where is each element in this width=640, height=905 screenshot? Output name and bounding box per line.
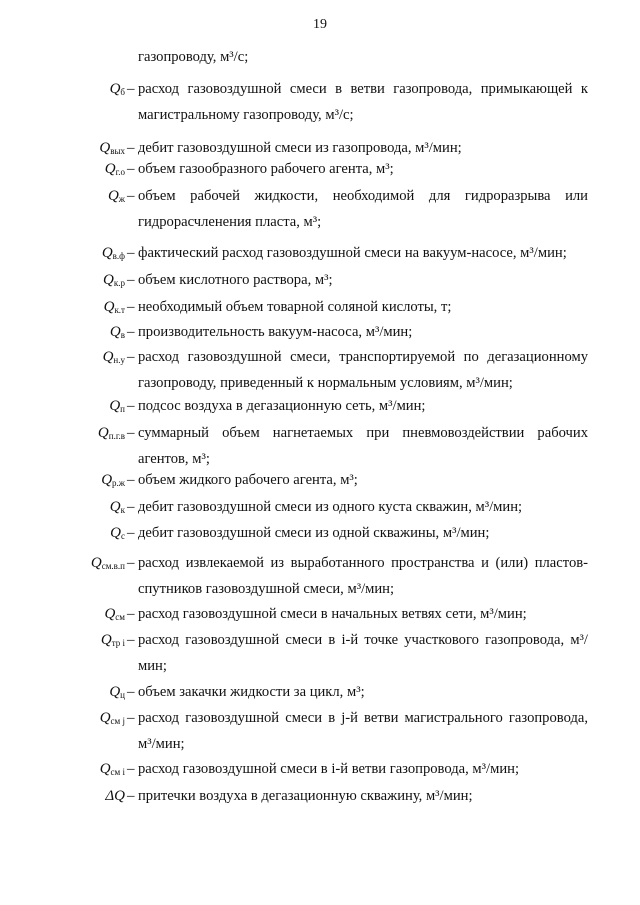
symbol-description: суммарный объем нагнетаемых при пневмовоздействии рабочих агентов, м³; <box>138 425 588 467</box>
symbol-description: дебит газовоздушной смеси из газопровода, м³/мин; <box>138 140 462 156</box>
symbol <box>109 679 125 708</box>
symbol-description: объем кислотного раствора, м³; <box>138 272 333 288</box>
symbol-description: объем рабочей жидкости, необходимой для гидроразрыва или гидрорасчленения пласта, м³; <box>138 188 588 230</box>
symbol-subscript: к.т <box>114 305 125 315</box>
symbol <box>100 756 125 785</box>
symbol-subscript: п.г.в <box>108 431 125 441</box>
dash-separator: – <box>127 425 135 441</box>
dash-separator: – <box>127 632 135 648</box>
symbol <box>104 601 125 630</box>
dash-separator: – <box>127 299 135 315</box>
symbol-description: расход извлекаемой из выработанного пространства и (или) пластов-спутников газовоздушной смеси, м³/мин; <box>138 555 588 597</box>
symbol <box>105 783 125 809</box>
symbol-description: расход газовоздушной смеси в ветви газопровода, примыкающей к магистральному газопроводу, м³/с; <box>138 81 588 123</box>
symbol-subscript: к.р <box>113 278 125 288</box>
symbol-subscript: к <box>120 505 125 515</box>
symbol-subscript: р.ж <box>112 478 125 488</box>
symbol-description: объем жидкого рабочего агента, м³; <box>138 472 358 488</box>
dash-separator: – <box>127 349 135 365</box>
symbol-subscript: в <box>120 330 125 340</box>
symbol-description: дебит газовоздушной смеси из одной скважины, м³/мин; <box>138 525 490 541</box>
symbol-subscript: н.у <box>113 355 125 365</box>
symbol-description: дебит газовоздушной смеси из одного куста скважин, м³/мин; <box>138 499 523 515</box>
dash-separator: – <box>127 761 135 777</box>
symbol-base: Q <box>99 140 111 156</box>
continuation-text: газопроводу, м³/с; <box>138 49 249 65</box>
dash-separator: – <box>127 472 135 488</box>
symbol-subscript: тр i <box>111 638 125 648</box>
symbol <box>101 627 125 656</box>
symbol <box>105 156 125 185</box>
dash-separator: – <box>127 710 135 726</box>
symbol-description: расход газовоздушной смеси, транспортируемой по дегазационному газопроводу, приведенный к нормальным условиям, м³/мин; <box>138 349 588 391</box>
symbol-base: Q <box>104 606 116 622</box>
symbol-description: расход газовоздушной смеси в j-й ветви магистрального газопровода, м³/мин; <box>138 710 588 752</box>
symbol-subscript: в.ф <box>112 251 125 261</box>
symbol-base: Q <box>107 188 119 204</box>
symbol-description: притечки воздуха в дегазационную скважину, м³/мин; <box>138 788 473 804</box>
dash-separator: – <box>127 188 135 204</box>
symbol-base: Q <box>100 632 112 648</box>
symbol <box>101 467 125 496</box>
dash-separator: – <box>127 499 135 515</box>
symbol <box>102 240 125 269</box>
symbol-base: Q <box>103 272 114 288</box>
symbol-base: Q <box>109 684 121 700</box>
symbol-base: Q <box>101 472 113 488</box>
dash-separator: – <box>127 398 135 414</box>
dash-separator: – <box>127 245 135 261</box>
symbol-base: Q <box>103 299 115 315</box>
symbol-base: Q <box>109 398 121 414</box>
symbol-description: объем газообразного рабочего агента, м³; <box>138 161 394 177</box>
symbol-subscript: с <box>121 531 125 541</box>
symbol-base: Q <box>99 761 111 777</box>
symbol <box>103 344 125 373</box>
symbol-subscript: см <box>115 612 125 622</box>
symbol <box>108 183 125 212</box>
dash-separator: – <box>127 161 135 177</box>
symbol-subscript: см i <box>110 767 125 777</box>
symbol-subscript: г.о <box>115 167 125 177</box>
symbol-base: Q <box>109 81 121 97</box>
symbol-base: Q <box>109 324 121 340</box>
symbol <box>100 705 125 734</box>
symbol-description: необходимый объем товарной соляной кислоты, т; <box>138 299 452 315</box>
symbol-base: Q <box>101 245 113 261</box>
symbol-subscript: см j <box>110 716 125 726</box>
symbol-subscript: ц <box>120 690 125 700</box>
page-number: 19 <box>313 17 327 32</box>
symbol <box>98 420 125 449</box>
symbol-base: Q <box>99 710 111 726</box>
dash-separator: – <box>127 555 135 571</box>
symbol-description: объем закачки жидкости за цикл, м³; <box>138 684 365 700</box>
dash-separator: – <box>127 788 135 804</box>
symbol <box>110 494 125 523</box>
symbol-base: Q <box>110 525 121 541</box>
symbol-subscript: вых <box>110 146 125 156</box>
symbol-base: Q <box>109 499 121 515</box>
symbol-description: расход газовоздушной смеси в i-й точке участкового газопровода, м³/мин; <box>138 632 588 674</box>
dash-separator: – <box>127 272 135 288</box>
symbol <box>110 76 125 105</box>
symbol-description: расход газовоздушной смеси в i-й ветви газопровода, м³/мин; <box>138 761 519 777</box>
symbol-subscript: см.в.п <box>101 561 125 571</box>
dash-separator: – <box>127 606 135 622</box>
dash-separator: – <box>127 324 135 340</box>
symbol-base: Q <box>97 425 109 441</box>
symbol-base: ΔQ <box>105 788 125 804</box>
symbol-base: Q <box>102 349 114 365</box>
symbol <box>109 393 125 422</box>
symbol-description: подсос воздуха в дегазационную сеть, м³/мин; <box>138 398 426 414</box>
symbol <box>91 550 125 579</box>
symbol <box>110 520 125 549</box>
dash-separator: – <box>127 684 135 700</box>
symbol-subscript: б <box>120 87 125 97</box>
symbol-description: производительность вакуум-насоса, м³/мин; <box>138 324 413 340</box>
symbol-description: расход газовоздушной смеси в начальных ветвях сети, м³/мин; <box>138 606 527 622</box>
dash-separator: – <box>127 525 135 541</box>
symbol-base: Q <box>104 161 116 177</box>
dash-separator: – <box>127 140 135 156</box>
dash-separator: – <box>127 81 135 97</box>
symbol-subscript: п <box>120 404 125 414</box>
symbol-subscript: ж <box>118 194 125 204</box>
symbol <box>103 267 125 296</box>
symbol-description: фактический расход газовоздушной смеси на вакуум-насосе, м³/мин; <box>138 245 567 261</box>
symbol-base: Q <box>90 555 102 571</box>
